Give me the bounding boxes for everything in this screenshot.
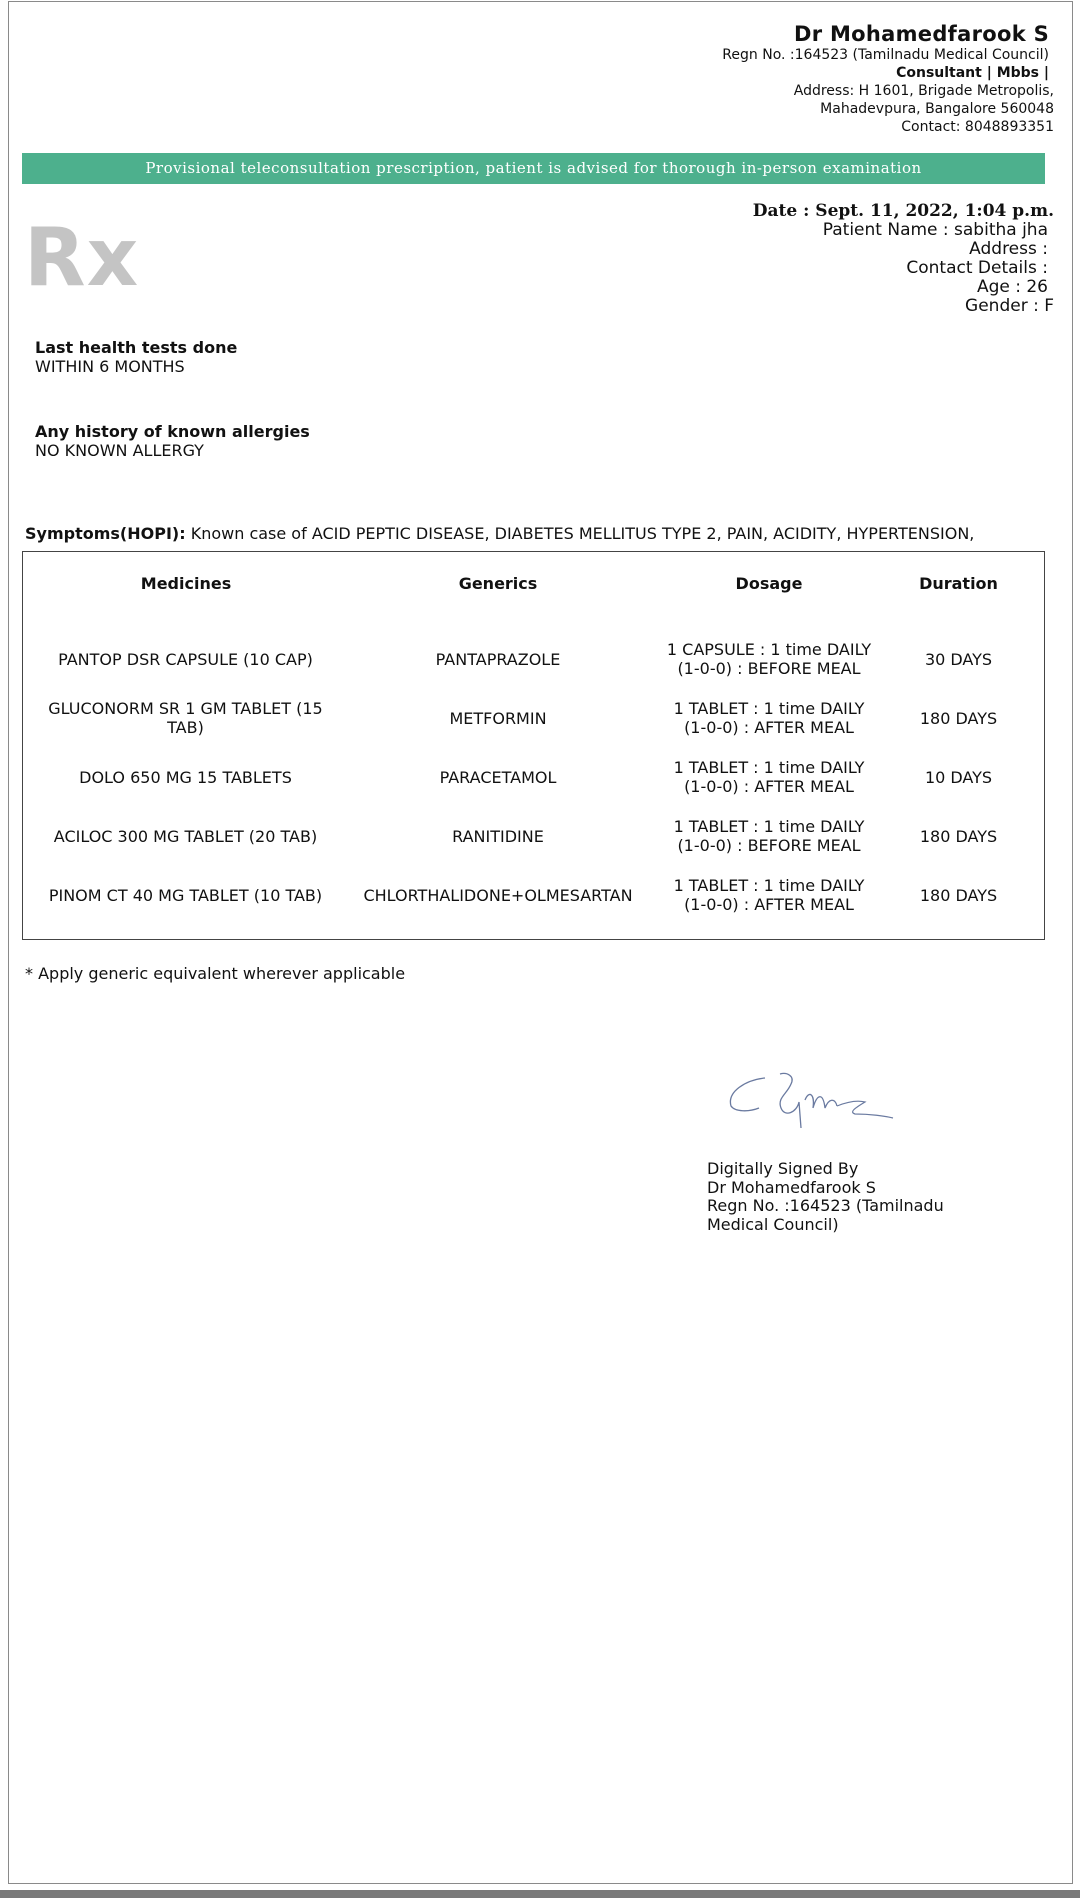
dosage-line1: 1 TABLET : 1 time DAILY [673, 758, 865, 777]
digital-signature-block [707, 1160, 944, 1234]
patient-gender: Gender : F [965, 296, 1054, 316]
rx-symbol: Rx [24, 211, 140, 304]
dosage-line2: (1-0-0) : BEFORE MEAL [677, 836, 861, 855]
medicine-duration: 180 DAYS [919, 708, 998, 728]
dosage-line2: (1-0-0) : AFTER MEAL [684, 895, 854, 914]
medicine-generic: CHLORTHALIDONE+OLMESARTAN [363, 885, 633, 905]
medicine-dosage [647, 638, 891, 680]
health-tests-value: WITHIN 6 MONTHS [35, 357, 185, 376]
doctor-regn: Regn No. :164523 (Tamilnadu Medical Council) [722, 47, 1049, 63]
doctor-contact: Contact: 8048893351 [901, 119, 1054, 135]
medicine-generic: RANITIDINE [452, 826, 544, 846]
patient-name: Patient Name : sabitha jha [822, 220, 1048, 240]
header-duration: Duration [919, 574, 998, 593]
doctor-address-line1: Address: H 1601, Brigade Metropolis, [793, 83, 1054, 99]
medicine-name: PANTOP DSR CAPSULE (10 CAP) [58, 649, 313, 669]
dosage-line1: 1 TABLET : 1 time DAILY [673, 817, 865, 836]
signed-regn: Regn No. :164523 (Tamilnadu [707, 1196, 944, 1215]
medicine-dosage [647, 815, 891, 857]
medicine-duration: 10 DAYS [924, 767, 993, 787]
medicine-duration: 180 DAYS [919, 885, 998, 905]
header-dosage: Dosage [735, 574, 803, 593]
allergies-heading: Any history of known allergies [35, 422, 310, 441]
symptoms-label: Symptoms(HOPI): [25, 524, 186, 543]
medicine-generic: METFORMIN [449, 708, 547, 728]
medicine-name: PINOM CT 40 MG TABLET (10 TAB) [48, 885, 323, 905]
allergies-section [35, 422, 310, 460]
patient-address: Address : [969, 239, 1048, 259]
medicine-duration: 180 DAYS [919, 826, 998, 846]
symptoms-text: Known case of ACID PEPTIC DISEASE, DIABETES MELLITUS TYPE 2, PAIN, ACIDITY, HYPERTENSION, [190, 524, 975, 543]
health-tests-heading: Last health tests done [35, 338, 238, 357]
dosage-line2: (1-0-0) : AFTER MEAL [684, 718, 854, 737]
medicine-name: ACILOC 300 MG TABLET (20 TAB) [53, 826, 318, 846]
medicine-dosage [647, 874, 891, 916]
medicine-duration: 30 DAYS [924, 649, 993, 669]
doctor-header [722, 22, 1054, 136]
patient-details [753, 202, 1054, 316]
doctor-address-line2: Mahadevpura, Bangalore 560048 [820, 101, 1054, 117]
header-medicines: Medicines [140, 574, 232, 593]
health-tests-section [35, 338, 237, 376]
dosage-line1: 1 CAPSULE : 1 time DAILY [666, 640, 872, 659]
dosage-line1: 1 TABLET : 1 time DAILY [673, 699, 865, 718]
medicine-name: GLUCONORM SR 1 GM TABLET (15 TAB) [48, 699, 323, 737]
dosage-line1: 1 TABLET : 1 time DAILY [673, 876, 865, 895]
bottom-scrollbar-edge [0, 1890, 1080, 1898]
doctor-qualification: Consultant | Mbbs | [896, 65, 1049, 81]
medicine-generic: PARACETAMOL [439, 767, 557, 787]
generic-note: * Apply generic equivalent wherever applicable [25, 964, 406, 983]
doctor-name: Dr Mohamedfarook S [793, 22, 1049, 46]
allergies-value: NO KNOWN ALLERGY [35, 441, 204, 460]
dosage-line2: (1-0-0) : BEFORE MEAL [677, 659, 861, 678]
signed-doctor-name: Dr Mohamedfarook S [707, 1177, 876, 1197]
dosage-line2: (1-0-0) : AFTER MEAL [684, 777, 854, 796]
symptoms-line [25, 524, 974, 544]
doctor-signature [725, 1068, 905, 1138]
signed-council: Medical Council) [707, 1214, 839, 1234]
teleconsultation-banner: Provisional teleconsultation prescription, patient is advised for thorough in-person examination [22, 153, 1045, 184]
prescription-date: Date : Sept. 11, 2022, 1:04 p.m. [752, 201, 1054, 221]
medicines-table [22, 551, 1045, 940]
signed-by-label: Digitally Signed By [707, 1159, 859, 1178]
medicine-name: DOLO 650 MG 15 TABLETS [79, 767, 292, 787]
patient-contact: Contact Details : [906, 258, 1048, 278]
medicine-generic: PANTAPRAZOLE [435, 649, 561, 669]
medicine-dosage [647, 756, 891, 798]
patient-age: Age : 26 [976, 277, 1048, 297]
header-generics: Generics [458, 574, 538, 593]
medicine-dosage [647, 697, 891, 739]
